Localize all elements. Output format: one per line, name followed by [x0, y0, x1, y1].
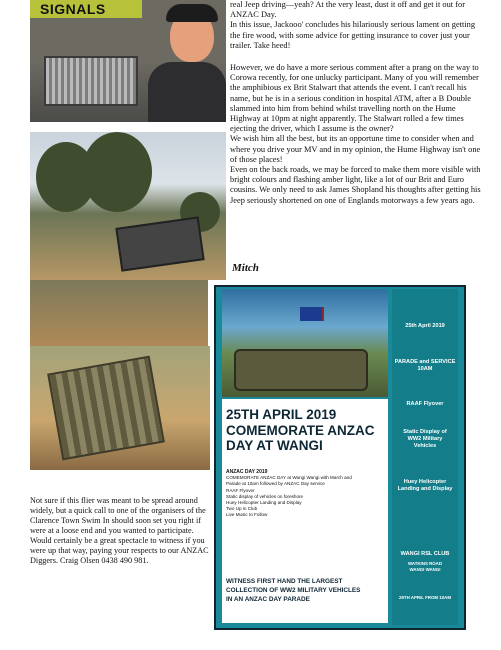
flyer-detail-item: RAAF Flyover — [226, 487, 255, 493]
article-paragraph: real Jeep driving—yeah? At the very least, dust it off and get it out for ANZAC Day. — [230, 0, 465, 20]
flyer-tagline-line: IN AN ANZAC DAY PARADE — [226, 596, 310, 603]
australian-flag — [300, 307, 324, 321]
flyer-tagline-line: COLLECTION OF WW2 MILITARY VEHICLES — [226, 587, 361, 594]
article-paragraph: Even on the back roads, we may be forced to make them more visible with bright colours and flashing amber light, like a lot of our Brit and Euro cousins. We only need to ask James Shopland his thoughts after getting his Jeep seriously shortened on one of Englands motorways a few years ago. — [230, 165, 481, 205]
side-parade-time: 10AM — [417, 366, 433, 372]
flyer-title — [226, 407, 386, 454]
flyer-title-line: COMEMORATE ANZAC — [226, 422, 375, 438]
side-static-line: Static Display of — [403, 429, 447, 435]
man-cap — [166, 4, 218, 22]
flyer-photo-vehicles — [222, 289, 388, 397]
flyer-title-line: 25TH APRIL 2019 — [226, 407, 337, 422]
side-parade-line: PARADE and SERVICE — [394, 359, 456, 365]
side-raaf: RAAF Flyover — [406, 401, 444, 407]
bbq-grill — [44, 56, 138, 106]
side-address — [392, 561, 458, 572]
flyer-detail-item: Static display of vehicles on foreshore — [226, 493, 304, 499]
side-date: 25th April 2019 — [405, 323, 445, 329]
military-vehicle — [234, 349, 368, 391]
anzac-flyer — [216, 287, 464, 628]
side-static-line: Vehicles — [413, 443, 437, 449]
side-club: WANGI RSL CLUB — [400, 551, 450, 557]
overturned-vehicle — [115, 216, 204, 271]
section-label: SIGNALS — [30, 0, 142, 18]
photo-crash-scene — [30, 280, 208, 352]
side-static-display — [392, 429, 458, 450]
flyer-details-heading: ANZAC DAY 2019 — [226, 469, 268, 475]
flyer-tagline — [226, 577, 386, 604]
flyer-note: Not sure if this flier was meant to be spread around widely, but a quick call to one of the organisers of the Clarence Town Swim In should soon set you right if were at a loose end and you wanted to participate. Would certainly be a great spectacle to witness if you were up that way, paying your respects to our ANZAC Diggers. Craig Olsen 0438 490 981. — [30, 496, 209, 565]
side-huey — [392, 479, 458, 493]
side-static-line: WW2 Military — [407, 436, 443, 442]
photo-vehicle-frame — [30, 346, 210, 470]
man-torso — [148, 62, 226, 122]
flyer-sidebar — [392, 289, 458, 625]
flyer-title-line: DAY AT WANGI — [226, 438, 323, 453]
author-signature: Mitch — [232, 262, 259, 274]
vehicle-frame — [47, 356, 165, 461]
article-paragraph: In this issue, Jackooo' concludes his hilariously serious lament on getting the fire wood, with some advice for getting insurance to cover just your trailer. Take heed! — [230, 20, 476, 50]
flyer-detail-item: Huey Helicopter Landing and Display — [226, 500, 302, 506]
side-address-line: WATKINS ROAD — [407, 561, 443, 566]
article-paragraph: We wish him all the best, but its an opportune time to consider when and where you drive your MV and in my opinion, the Hume Highway isn't one of those places! — [230, 134, 481, 164]
side-time: 25TH APRIL FROM 10AM — [399, 595, 451, 600]
tree — [82, 132, 152, 212]
flyer-detail-item: Live Music to Follow — [226, 512, 268, 518]
flyer-tagline-line: WITNESS FIRST HAND THE LARGEST — [226, 578, 343, 585]
side-address-line: WANGI WANGI — [409, 566, 441, 572]
photo-rolled-vehicle — [30, 132, 226, 280]
side-huey-line: Landing and Display — [397, 486, 453, 492]
side-huey-line: Huey Helicopter — [403, 479, 447, 485]
article-paragraph: However, we do have a more serious comment after a prang on the way to Corowa recently, for one unlucky participant. Many of you will remember the amphibious ex Brit Stalwart that attends the event. I can't recall his name, but he is in a serious condition in hospital ATM, after a B Double slammed into him from behind whilst travelling north on the Hume Highway at 10pm at night apparently. The Stalwart rolled a few times ejecting the driver, which I assume is the owner? — [230, 63, 479, 134]
photo-man-with-bbq — [30, 0, 226, 122]
flyer-detail-item: COMEMORATE ANZAC DAY at Wangi Wangi with March and — [226, 475, 352, 481]
flyer-details — [226, 469, 386, 519]
flyer-detail-item: Parade at 10am followed by ANZAC Day service — [226, 481, 325, 487]
flyer-main-panel — [222, 399, 388, 623]
article-body — [230, 0, 482, 206]
side-parade — [392, 359, 458, 373]
flyer-detail-item: Two Up in Club — [226, 506, 258, 512]
